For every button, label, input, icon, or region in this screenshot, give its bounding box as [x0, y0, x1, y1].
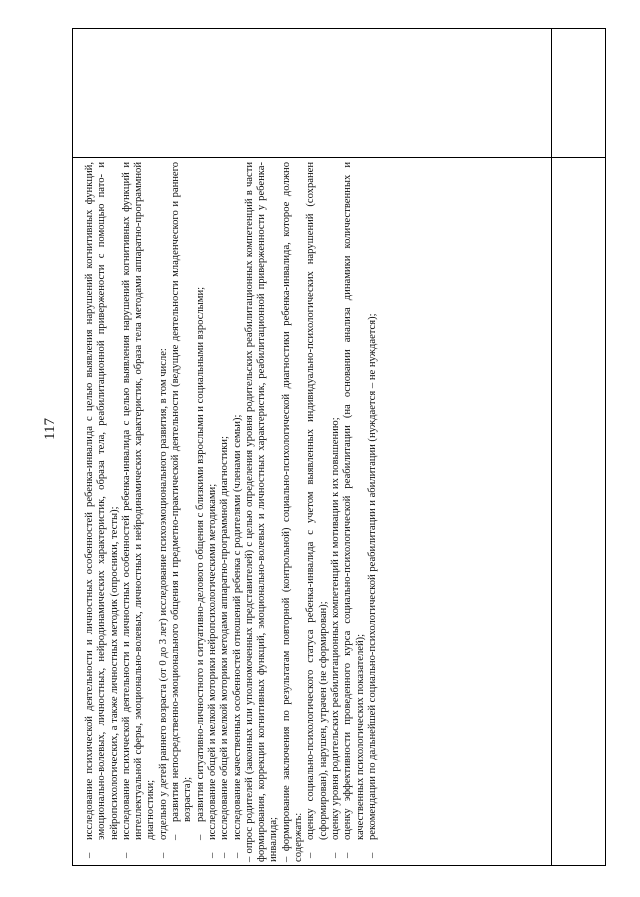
list-item: [305, 162, 330, 862]
list-item-text: исследование общей и мелкой моторики методами аппаратно-программной диагностики;: [219, 436, 231, 840]
list-item-text: оценку социально-психологического статуса ребенка-инвалида с учетом выявленных индивидуально-психологических нарушений (сохранен (сформирован), нарушен, утрачен (не сформирован);: [305, 162, 329, 840]
dash-marker: –: [329, 852, 341, 858]
dash-marker: –: [231, 852, 243, 858]
dash-marker: –: [120, 852, 132, 858]
sub-list-item: [170, 162, 195, 862]
dash-marker: –: [206, 852, 218, 858]
page-number: 117: [42, 418, 58, 440]
column-divider: [551, 29, 552, 865]
list-item: [121, 162, 158, 862]
sub-list-item: [195, 162, 207, 862]
table-cell-text: [84, 162, 484, 862]
paragraph: – формирование заключения по результатам повторной (контрольной) социально-психологической диагностики ребенка-инвалида, которое должно содержать:: [280, 162, 305, 862]
list-item: [367, 162, 379, 862]
list-item-text: рекомендации по дальнейшей социально-психологической реабилитации и абилитации (нуждается – не нуждается);: [366, 313, 378, 840]
table-top-row: [73, 29, 605, 158]
list-item: [330, 162, 342, 862]
list-item: [158, 162, 170, 862]
sub-list-item-text: развития ситуативно-личностного и ситуативно-делового общения с близкими взрослыми и социальными взрослыми;: [194, 286, 206, 822]
list-item: [84, 162, 121, 862]
list-item-text: отдельно у детей раннего возраста (от 0 до 3 лет) исследование психоэмоционального развития, в том числе:: [157, 348, 169, 840]
dash-marker: –: [366, 852, 378, 858]
dash-marker: –: [219, 852, 231, 858]
dash-marker: –: [342, 852, 354, 858]
dash-marker: –: [157, 852, 169, 858]
dash-marker: –: [84, 852, 95, 858]
list-item-text: исследование общей и мелкой моторики нейропсихологическими методиками;: [206, 483, 218, 840]
dash-marker: –: [194, 834, 206, 840]
dash-marker: –: [305, 852, 317, 858]
sub-list-item-text: развития непосредственно-эмоционального общения и предметно-практической деятельности (ведущие деятельности младенческого и раннего возраста);: [170, 162, 194, 822]
list-item: [219, 162, 231, 862]
list-item: [207, 162, 219, 862]
rotated-content: [84, 162, 484, 862]
list-item-text: исследование психической деятельности и личностных особенностей ребенка-инвалида с целью выявления нарушений когнитивных функций, эмоционально-волевых, личностных, нейродинамических характеристик, образа тела, реабилитационной привержености с помощью пато- и нейропсихологических, а также личностных методик (опросники, тесты);: [84, 162, 120, 840]
list-item: [232, 162, 244, 862]
dash-marker: –: [170, 834, 182, 840]
list-item: [342, 162, 367, 862]
list-item-text: оценку эффективности проведенного курса социально-психологической реабилитации (на основании анализа динамики количественных и качественных психологических показателей);: [342, 162, 366, 840]
list-item-text: оценку уровня родительских реабилитационных компетенций и мотивации к их повышению;: [329, 417, 341, 840]
list-item-text: исследование психической деятельности и личностных особенностей ребенка-инвалида с целью выявления нарушений когнитивных функций и интеллектуальной сферы, эмоционально-волевых, личностных и нейродинамических характеристик, образа тела методами аппаратно-программной диагностики;: [120, 162, 157, 840]
list-item-text: исследование качественных особенностей отношений ребенка с родителями (членами семьи);: [231, 414, 243, 840]
paragraph: – опрос родителей (законных или уполномоченных представителей) с целью определения уровня родительских реабилитационных компетенций в части формирования, коррекции когнитивных функций, эмоционально-волевых и личностных характеристик, реабилитационной приверженности у ребенка-инвалида;: [243, 162, 280, 862]
